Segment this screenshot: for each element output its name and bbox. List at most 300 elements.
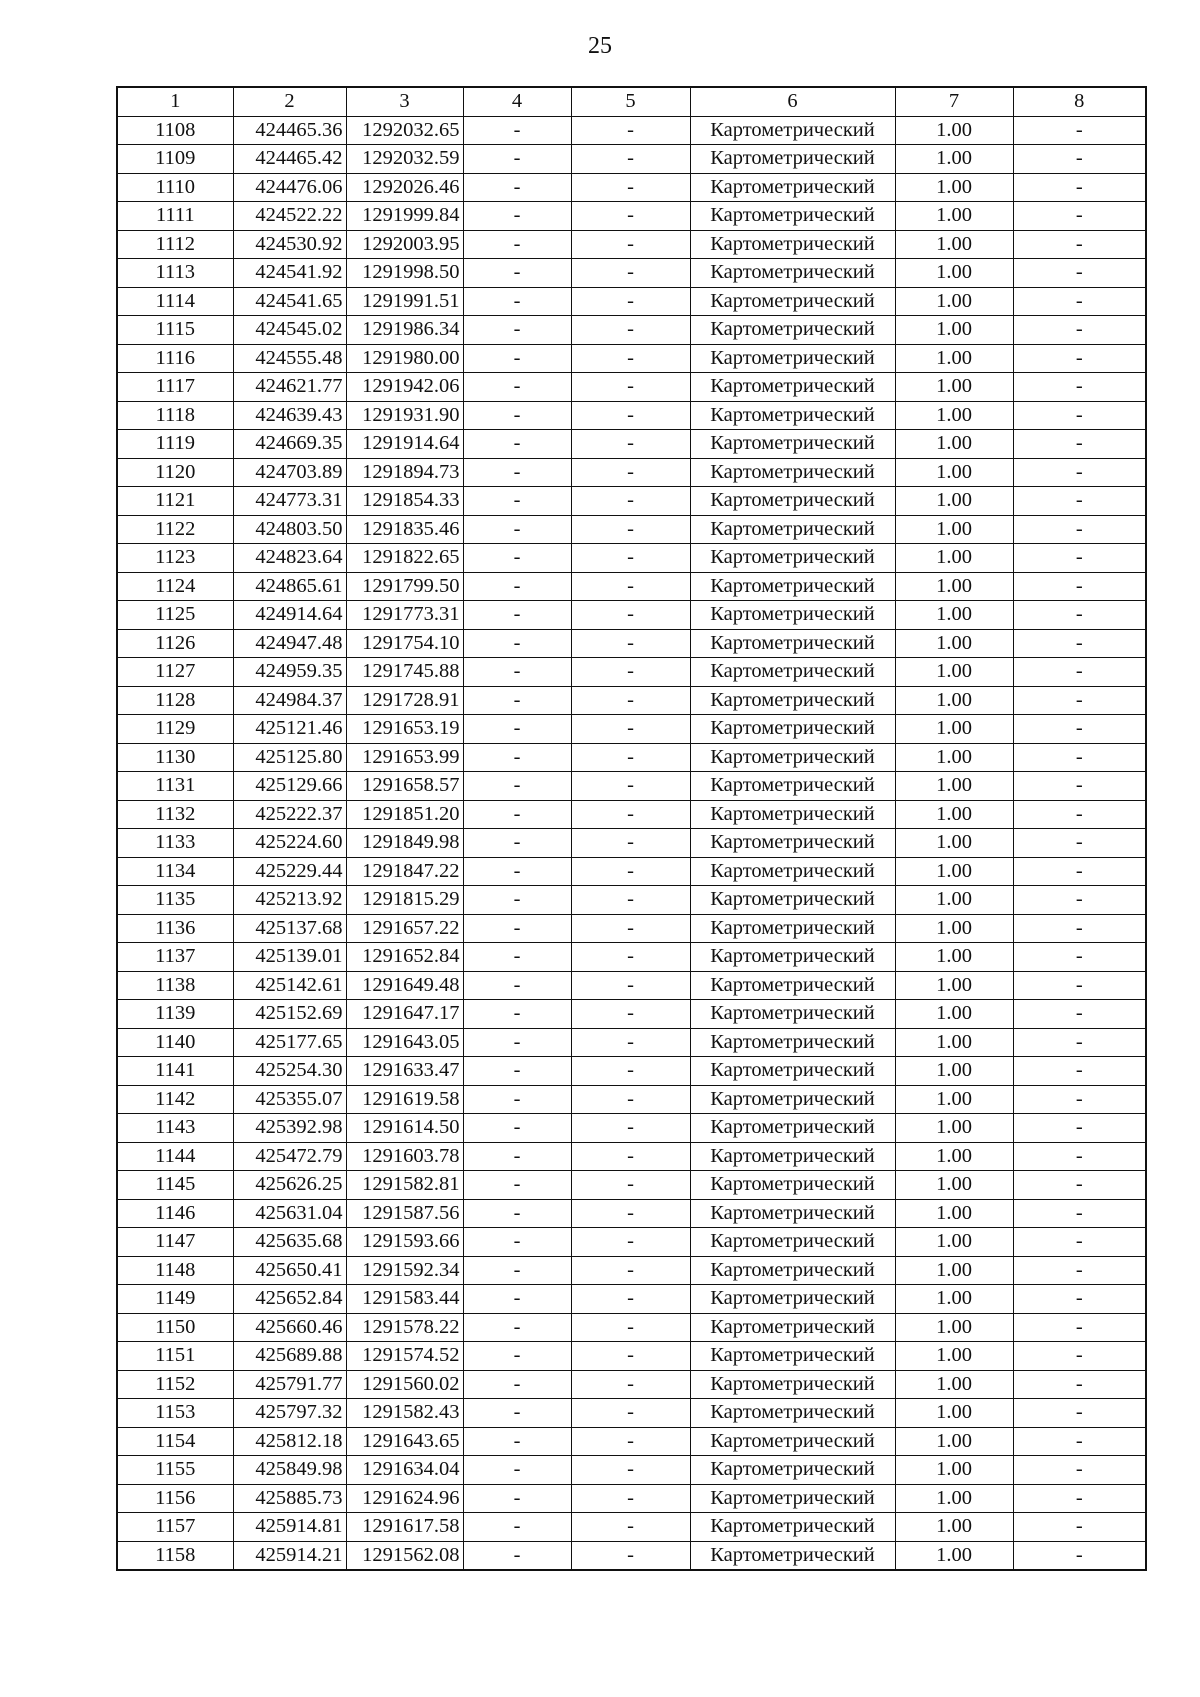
accuracy-cell: 1.00 <box>895 401 1013 430</box>
col-4-cell: - <box>463 914 571 943</box>
col-5-cell: - <box>571 971 690 1000</box>
col-8-cell: - <box>1013 1513 1146 1542</box>
y-coordinate-cell: 1291931.90 <box>346 401 463 430</box>
col-5-cell: - <box>571 1342 690 1371</box>
x-coordinate-cell: 425689.88 <box>233 1342 346 1371</box>
col-4-cell: - <box>463 287 571 316</box>
table-row <box>117 857 1146 886</box>
col-8-cell: - <box>1013 1427 1146 1456</box>
col-5-cell: - <box>571 145 690 174</box>
method-cell: Картометрический <box>690 344 895 373</box>
col-4-cell: - <box>463 1171 571 1200</box>
y-coordinate-cell: 1291991.51 <box>346 287 463 316</box>
col-5-cell: - <box>571 1085 690 1114</box>
col-4-cell: - <box>463 686 571 715</box>
col-4-cell: - <box>463 800 571 829</box>
point-number-cell: 1142 <box>117 1085 233 1114</box>
col-8-cell: - <box>1013 1456 1146 1485</box>
y-coordinate-cell: 1291614.50 <box>346 1114 463 1143</box>
col-4-cell: - <box>463 116 571 145</box>
col-8-cell: - <box>1013 259 1146 288</box>
col-5-cell: - <box>571 173 690 202</box>
col-5-cell: - <box>571 116 690 145</box>
col-8-cell: - <box>1013 316 1146 345</box>
table-row <box>117 145 1146 174</box>
table-row <box>117 173 1146 202</box>
x-coordinate-cell: 425914.81 <box>233 1513 346 1542</box>
col-5-cell: - <box>571 658 690 687</box>
x-coordinate-cell: 425652.84 <box>233 1285 346 1314</box>
col-5-cell: - <box>571 487 690 516</box>
table-row <box>117 772 1146 801</box>
method-cell: Картометрический <box>690 686 895 715</box>
accuracy-cell: 1.00 <box>895 800 1013 829</box>
col-5-cell: - <box>571 544 690 573</box>
col-4-cell: - <box>463 829 571 858</box>
col-4-cell: - <box>463 1399 571 1428</box>
x-coordinate-cell: 425254.30 <box>233 1057 346 1086</box>
col-8-cell: - <box>1013 202 1146 231</box>
col-4-cell: - <box>463 1142 571 1171</box>
method-cell: Картометрический <box>690 1513 895 1542</box>
x-coordinate-cell: 424803.50 <box>233 515 346 544</box>
x-coordinate-cell: 425139.01 <box>233 943 346 972</box>
col-5-cell: - <box>571 230 690 259</box>
accuracy-cell: 1.00 <box>895 173 1013 202</box>
table-row <box>117 1085 1146 1114</box>
accuracy-cell: 1.00 <box>895 116 1013 145</box>
col-8-cell: - <box>1013 544 1146 573</box>
method-cell: Картометрический <box>690 1399 895 1428</box>
col-4-cell: - <box>463 601 571 630</box>
y-coordinate-cell: 1292032.65 <box>346 116 463 145</box>
method-cell: Картометрический <box>690 1000 895 1029</box>
table-row <box>117 1142 1146 1171</box>
col-8-cell: - <box>1013 145 1146 174</box>
x-coordinate-cell: 424703.89 <box>233 458 346 487</box>
table-row <box>117 544 1146 573</box>
col-8-cell: - <box>1013 1256 1146 1285</box>
accuracy-cell: 1.00 <box>895 1028 1013 1057</box>
table-row <box>117 1399 1146 1428</box>
col-8-cell: - <box>1013 515 1146 544</box>
x-coordinate-cell: 424669.35 <box>233 430 346 459</box>
y-coordinate-cell: 1291653.19 <box>346 715 463 744</box>
col-5-cell: - <box>571 1313 690 1342</box>
col-8-cell: - <box>1013 629 1146 658</box>
method-cell: Картометрический <box>690 1199 895 1228</box>
method-cell: Картометрический <box>690 401 895 430</box>
method-cell: Картометрический <box>690 116 895 145</box>
col-8-cell: - <box>1013 829 1146 858</box>
x-coordinate-cell: 424773.31 <box>233 487 346 516</box>
table-row <box>117 430 1146 459</box>
point-number-cell: 1137 <box>117 943 233 972</box>
method-cell: Картометрический <box>690 1028 895 1057</box>
col-5-cell: - <box>571 772 690 801</box>
x-coordinate-cell: 424865.61 <box>233 572 346 601</box>
col-4-cell: - <box>463 1085 571 1114</box>
accuracy-cell: 1.00 <box>895 1285 1013 1314</box>
accuracy-cell: 1.00 <box>895 1199 1013 1228</box>
accuracy-cell: 1.00 <box>895 259 1013 288</box>
accuracy-cell: 1.00 <box>895 943 1013 972</box>
method-cell: Картометрический <box>690 287 895 316</box>
table-row <box>117 743 1146 772</box>
x-coordinate-cell: 425152.69 <box>233 1000 346 1029</box>
point-number-cell: 1153 <box>117 1399 233 1428</box>
point-number-cell: 1147 <box>117 1228 233 1257</box>
x-coordinate-cell: 425631.04 <box>233 1199 346 1228</box>
table-row <box>117 1199 1146 1228</box>
method-cell: Картометрический <box>690 658 895 687</box>
col-8-cell: - <box>1013 1171 1146 1200</box>
col-8-cell: - <box>1013 686 1146 715</box>
col-4-cell: - <box>463 1057 571 1086</box>
col-5-cell: - <box>571 316 690 345</box>
y-coordinate-cell: 1291624.96 <box>346 1484 463 1513</box>
table-row <box>117 1057 1146 1086</box>
table-row <box>117 829 1146 858</box>
col-5-cell: - <box>571 886 690 915</box>
accuracy-cell: 1.00 <box>895 772 1013 801</box>
table-row <box>117 259 1146 288</box>
col-5-cell: - <box>571 344 690 373</box>
accuracy-cell: 1.00 <box>895 1342 1013 1371</box>
point-number-cell: 1114 <box>117 287 233 316</box>
x-coordinate-cell: 424621.77 <box>233 373 346 402</box>
y-coordinate-cell: 1291562.08 <box>346 1541 463 1570</box>
method-cell: Картометрический <box>690 515 895 544</box>
col-4-cell: - <box>463 715 571 744</box>
table-row <box>117 1285 1146 1314</box>
table-row <box>117 658 1146 687</box>
col-5-cell: - <box>571 373 690 402</box>
x-coordinate-cell: 425355.07 <box>233 1085 346 1114</box>
col-8-cell: - <box>1013 1399 1146 1428</box>
table-row <box>117 202 1146 231</box>
x-coordinate-cell: 425885.73 <box>233 1484 346 1513</box>
col-4-cell: - <box>463 173 571 202</box>
table-row <box>117 316 1146 345</box>
y-coordinate-cell: 1291773.31 <box>346 601 463 630</box>
point-number-cell: 1145 <box>117 1171 233 1200</box>
y-coordinate-cell: 1291942.06 <box>346 373 463 402</box>
x-coordinate-cell: 425626.25 <box>233 1171 346 1200</box>
table-row <box>117 1541 1146 1570</box>
accuracy-cell: 1.00 <box>895 743 1013 772</box>
table-row <box>117 1114 1146 1143</box>
col-4-cell: - <box>463 1228 571 1257</box>
x-coordinate-cell: 424522.22 <box>233 202 346 231</box>
accuracy-cell: 1.00 <box>895 601 1013 630</box>
header-cell: 3 <box>346 87 463 116</box>
y-coordinate-cell: 1292026.46 <box>346 173 463 202</box>
col-8-cell: - <box>1013 1028 1146 1057</box>
method-cell: Картометрический <box>690 1313 895 1342</box>
accuracy-cell: 1.00 <box>895 145 1013 174</box>
point-number-cell: 1115 <box>117 316 233 345</box>
table-row <box>117 1028 1146 1057</box>
x-coordinate-cell: 424530.92 <box>233 230 346 259</box>
accuracy-cell: 1.00 <box>895 1370 1013 1399</box>
col-5-cell: - <box>571 1370 690 1399</box>
col-4-cell: - <box>463 487 571 516</box>
col-4-cell: - <box>463 743 571 772</box>
table-row <box>117 116 1146 145</box>
accuracy-cell: 1.00 <box>895 230 1013 259</box>
point-number-cell: 1141 <box>117 1057 233 1086</box>
x-coordinate-cell: 425125.80 <box>233 743 346 772</box>
col-4-cell: - <box>463 1256 571 1285</box>
point-number-cell: 1123 <box>117 544 233 573</box>
method-cell: Картометрический <box>690 1484 895 1513</box>
y-coordinate-cell: 1291658.57 <box>346 772 463 801</box>
col-5-cell: - <box>571 1285 690 1314</box>
table-row <box>117 1370 1146 1399</box>
accuracy-cell: 1.00 <box>895 1484 1013 1513</box>
y-coordinate-cell: 1291657.22 <box>346 914 463 943</box>
col-5-cell: - <box>571 202 690 231</box>
y-coordinate-cell: 1291849.98 <box>346 829 463 858</box>
y-coordinate-cell: 1291649.48 <box>346 971 463 1000</box>
table-row <box>117 800 1146 829</box>
table-row <box>117 287 1146 316</box>
col-8-cell: - <box>1013 1285 1146 1314</box>
col-8-cell: - <box>1013 401 1146 430</box>
accuracy-cell: 1.00 <box>895 857 1013 886</box>
table-row <box>117 971 1146 1000</box>
col-5-cell: - <box>571 259 690 288</box>
method-cell: Картометрический <box>690 487 895 516</box>
header-cell: 6 <box>690 87 895 116</box>
x-coordinate-cell: 425812.18 <box>233 1427 346 1456</box>
col-4-cell: - <box>463 202 571 231</box>
col-8-cell: - <box>1013 373 1146 402</box>
y-coordinate-cell: 1291603.78 <box>346 1142 463 1171</box>
accuracy-cell: 1.00 <box>895 686 1013 715</box>
col-8-cell: - <box>1013 1342 1146 1371</box>
col-4-cell: - <box>463 344 571 373</box>
point-number-cell: 1156 <box>117 1484 233 1513</box>
accuracy-cell: 1.00 <box>895 1171 1013 1200</box>
header-cell: 4 <box>463 87 571 116</box>
method-cell: Картометрический <box>690 316 895 345</box>
y-coordinate-cell: 1291583.44 <box>346 1285 463 1314</box>
col-4-cell: - <box>463 1370 571 1399</box>
point-number-cell: 1151 <box>117 1342 233 1371</box>
y-coordinate-cell: 1291619.58 <box>346 1085 463 1114</box>
point-number-cell: 1154 <box>117 1427 233 1456</box>
col-8-cell: - <box>1013 1142 1146 1171</box>
y-coordinate-cell: 1291560.02 <box>346 1370 463 1399</box>
page-number: 25 <box>588 33 612 59</box>
method-cell: Картометрический <box>690 629 895 658</box>
table-row <box>117 1456 1146 1485</box>
coordinates-table <box>116 86 1147 1571</box>
y-coordinate-cell: 1291847.22 <box>346 857 463 886</box>
col-4-cell: - <box>463 629 571 658</box>
method-cell: Картометрический <box>690 259 895 288</box>
table-row <box>117 487 1146 516</box>
x-coordinate-cell: 424541.65 <box>233 287 346 316</box>
point-number-cell: 1134 <box>117 857 233 886</box>
col-8-cell: - <box>1013 1057 1146 1086</box>
y-coordinate-cell: 1291634.04 <box>346 1456 463 1485</box>
method-cell: Картометрический <box>690 886 895 915</box>
col-4-cell: - <box>463 971 571 1000</box>
method-cell: Картометрический <box>690 715 895 744</box>
header-cell: 7 <box>895 87 1013 116</box>
col-8-cell: - <box>1013 943 1146 972</box>
x-coordinate-cell: 424914.64 <box>233 601 346 630</box>
y-coordinate-cell: 1291728.91 <box>346 686 463 715</box>
table-row <box>117 686 1146 715</box>
table-row <box>117 373 1146 402</box>
method-cell: Картометрический <box>690 601 895 630</box>
x-coordinate-cell: 424947.48 <box>233 629 346 658</box>
y-coordinate-cell: 1291582.43 <box>346 1399 463 1428</box>
table-row <box>117 943 1146 972</box>
x-coordinate-cell: 425635.68 <box>233 1228 346 1257</box>
point-number-cell: 1117 <box>117 373 233 402</box>
table-row <box>117 458 1146 487</box>
table-row <box>117 515 1146 544</box>
col-8-cell: - <box>1013 458 1146 487</box>
method-cell: Картометрический <box>690 914 895 943</box>
y-coordinate-cell: 1291647.17 <box>346 1000 463 1029</box>
x-coordinate-cell: 425129.66 <box>233 772 346 801</box>
table-row <box>117 1342 1146 1371</box>
col-4-cell: - <box>463 1541 571 1570</box>
method-cell: Картометрический <box>690 1114 895 1143</box>
accuracy-cell: 1.00 <box>895 287 1013 316</box>
col-8-cell: - <box>1013 1000 1146 1029</box>
y-coordinate-cell: 1291617.58 <box>346 1513 463 1542</box>
col-5-cell: - <box>571 1171 690 1200</box>
col-8-cell: - <box>1013 1541 1146 1570</box>
accuracy-cell: 1.00 <box>895 515 1013 544</box>
method-cell: Картометрический <box>690 1456 895 1485</box>
point-number-cell: 1149 <box>117 1285 233 1314</box>
x-coordinate-cell: 424959.35 <box>233 658 346 687</box>
x-coordinate-cell: 425224.60 <box>233 829 346 858</box>
table-row <box>117 1427 1146 1456</box>
table-row <box>117 914 1146 943</box>
method-cell: Картометрический <box>690 971 895 1000</box>
y-coordinate-cell: 1291894.73 <box>346 458 463 487</box>
point-number-cell: 1140 <box>117 1028 233 1057</box>
col-4-cell: - <box>463 316 571 345</box>
accuracy-cell: 1.00 <box>895 914 1013 943</box>
col-4-cell: - <box>463 1342 571 1371</box>
point-number-cell: 1143 <box>117 1114 233 1143</box>
method-cell: Картометрический <box>690 458 895 487</box>
y-coordinate-cell: 1291851.20 <box>346 800 463 829</box>
y-coordinate-cell: 1292032.59 <box>346 145 463 174</box>
col-8-cell: - <box>1013 1228 1146 1257</box>
table-row <box>117 629 1146 658</box>
y-coordinate-cell: 1291854.33 <box>346 487 463 516</box>
table-body <box>117 116 1146 1570</box>
x-coordinate-cell: 425914.21 <box>233 1541 346 1570</box>
col-4-cell: - <box>463 943 571 972</box>
x-coordinate-cell: 425392.98 <box>233 1114 346 1143</box>
y-coordinate-cell: 1291835.46 <box>346 515 463 544</box>
col-5-cell: - <box>571 1228 690 1257</box>
accuracy-cell: 1.00 <box>895 715 1013 744</box>
y-coordinate-cell: 1291998.50 <box>346 259 463 288</box>
col-8-cell: - <box>1013 772 1146 801</box>
col-4-cell: - <box>463 772 571 801</box>
method-cell: Картометрический <box>690 1342 895 1371</box>
col-5-cell: - <box>571 1484 690 1513</box>
col-5-cell: - <box>571 1000 690 1029</box>
point-number-cell: 1132 <box>117 800 233 829</box>
method-cell: Картометрический <box>690 1142 895 1171</box>
x-coordinate-cell: 425849.98 <box>233 1456 346 1485</box>
method-cell: Картометрический <box>690 1085 895 1114</box>
method-cell: Картометрический <box>690 173 895 202</box>
x-coordinate-cell: 425142.61 <box>233 971 346 1000</box>
point-number-cell: 1109 <box>117 145 233 174</box>
y-coordinate-cell: 1291822.65 <box>346 544 463 573</box>
col-8-cell: - <box>1013 487 1146 516</box>
accuracy-cell: 1.00 <box>895 886 1013 915</box>
point-number-cell: 1144 <box>117 1142 233 1171</box>
point-number-cell: 1150 <box>117 1313 233 1342</box>
accuracy-cell: 1.00 <box>895 1142 1013 1171</box>
col-4-cell: - <box>463 1285 571 1314</box>
col-4-cell: - <box>463 1456 571 1485</box>
point-number-cell: 1113 <box>117 259 233 288</box>
accuracy-cell: 1.00 <box>895 971 1013 1000</box>
col-4-cell: - <box>463 1114 571 1143</box>
x-coordinate-cell: 425791.77 <box>233 1370 346 1399</box>
col-5-cell: - <box>571 1199 690 1228</box>
method-cell: Картометрический <box>690 857 895 886</box>
y-coordinate-cell: 1291815.29 <box>346 886 463 915</box>
col-5-cell: - <box>571 800 690 829</box>
header-cell: 5 <box>571 87 690 116</box>
col-5-cell: - <box>571 1399 690 1428</box>
col-4-cell: - <box>463 1000 571 1029</box>
accuracy-cell: 1.00 <box>895 544 1013 573</box>
y-coordinate-cell: 1291633.47 <box>346 1057 463 1086</box>
method-cell: Картометрический <box>690 145 895 174</box>
col-5-cell: - <box>571 715 690 744</box>
point-number-cell: 1112 <box>117 230 233 259</box>
col-8-cell: - <box>1013 658 1146 687</box>
col-8-cell: - <box>1013 743 1146 772</box>
method-cell: Картометрический <box>690 1427 895 1456</box>
y-coordinate-cell: 1291643.05 <box>346 1028 463 1057</box>
x-coordinate-cell: 425660.46 <box>233 1313 346 1342</box>
method-cell: Картометрический <box>690 230 895 259</box>
y-coordinate-cell: 1291914.64 <box>346 430 463 459</box>
method-cell: Картометрический <box>690 1541 895 1570</box>
table-row <box>117 230 1146 259</box>
method-cell: Картометрический <box>690 1285 895 1314</box>
method-cell: Картометрический <box>690 572 895 601</box>
col-5-cell: - <box>571 1513 690 1542</box>
header-cell: 2 <box>233 87 346 116</box>
point-number-cell: 1131 <box>117 772 233 801</box>
method-cell: Картометрический <box>690 800 895 829</box>
accuracy-cell: 1.00 <box>895 1085 1013 1114</box>
x-coordinate-cell: 424823.64 <box>233 544 346 573</box>
point-number-cell: 1111 <box>117 202 233 231</box>
